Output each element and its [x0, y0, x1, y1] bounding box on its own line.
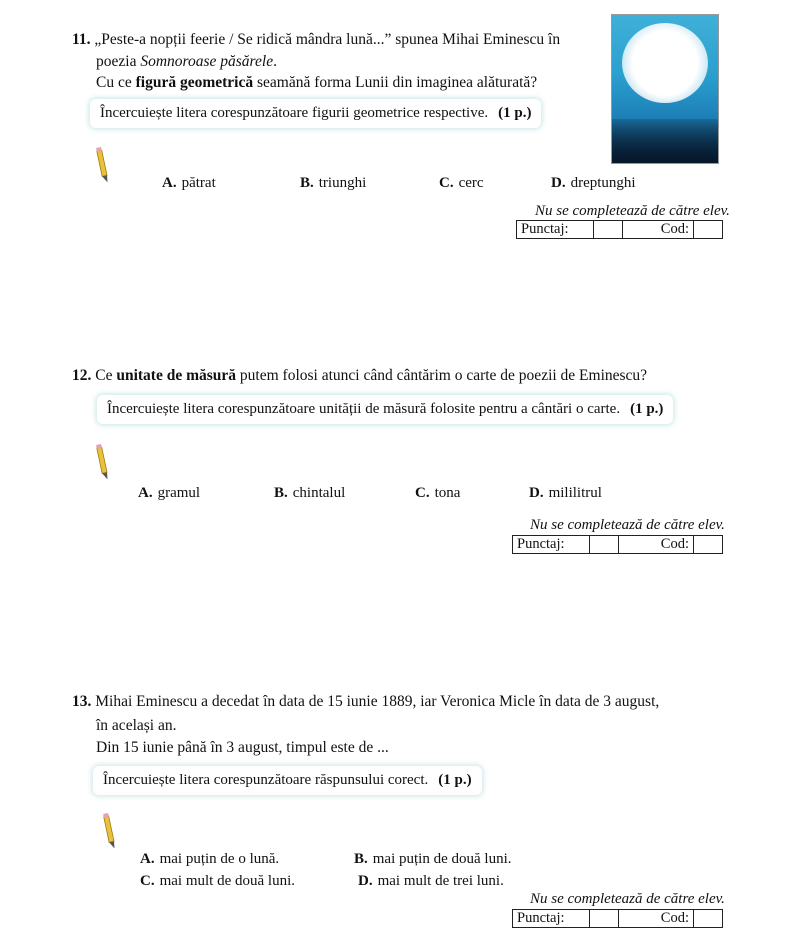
- q11-option-b-text: triunghi: [318, 175, 367, 191]
- q11-number: 11.: [72, 31, 91, 48]
- q12-score-note: Nu se completează de către elev.: [530, 517, 725, 533]
- q11-line3-a: Cu ce: [96, 74, 136, 91]
- q12-option-b-letter: B.: [274, 485, 288, 501]
- q11-option-a-text: pătrat: [181, 175, 216, 191]
- q12-number: 12.: [72, 367, 92, 384]
- q13-option-a[interactable]: [140, 851, 279, 868]
- q11-instruction-box: [90, 99, 541, 128]
- q11-poem-title: Somnoroase păsărele: [140, 53, 274, 70]
- q13-option-b-letter: B.: [354, 851, 368, 867]
- q13-line1: [72, 692, 659, 712]
- q11-option-c-letter: C.: [439, 175, 454, 191]
- q13-option-d-letter: D.: [358, 873, 373, 889]
- q13-option-b-text: mai puțin de două luni.: [372, 851, 512, 867]
- q11-line2-suffix: .: [273, 53, 277, 70]
- q12-option-d-letter: D.: [529, 485, 544, 501]
- q12-option-a-letter: A.: [138, 485, 153, 501]
- q11-score-note: Nu se completează de către elev.: [535, 203, 730, 219]
- q11-line3-bold: figură geometrică: [135, 74, 254, 91]
- q11-line2-prefix: poezia: [96, 53, 141, 70]
- q13-option-c-text: mai mult de două luni.: [159, 873, 295, 889]
- q13-cod-label: Cod:: [619, 910, 694, 928]
- q13-points: (1 p.): [438, 772, 472, 788]
- q12-option-a-text: gramul: [157, 485, 201, 501]
- q12-instruction: Încercuiește litera corespunzătoare unității de măsură folosite pentru a cântări o carte.: [107, 401, 621, 417]
- q11-option-a[interactable]: [162, 175, 216, 192]
- q13-cod-cell[interactable]: [694, 910, 723, 928]
- q11-option-b[interactable]: [300, 175, 366, 192]
- q13-number: 13.: [72, 693, 92, 710]
- q13-punctaj-label: Punctaj:: [513, 910, 590, 928]
- q12-line1: [72, 366, 647, 386]
- q11-cod-cell[interactable]: [694, 221, 723, 239]
- q11-punctaj-cell[interactable]: [594, 221, 623, 239]
- q13-option-c[interactable]: [140, 873, 295, 890]
- q12-option-d[interactable]: [529, 485, 602, 502]
- q11-points: (1 p.): [498, 105, 532, 121]
- q11-option-b-letter: B.: [300, 175, 314, 191]
- q12-punctaj-cell[interactable]: [590, 536, 619, 554]
- q11-option-a-letter: A.: [162, 175, 177, 191]
- q13-option-d-text: mai mult de trei luni.: [377, 873, 504, 889]
- q11-line2: [96, 52, 277, 72]
- q11-line3-b: seamănă forma Lunii din imaginea alăturată?: [253, 74, 538, 91]
- q12-line1-b: putem folosi atunci când cântărim o carte de poezii de Eminescu?: [236, 367, 648, 384]
- q12-option-c-letter: C.: [415, 485, 430, 501]
- q13-instruction-box: [93, 766, 482, 795]
- q13-option-d[interactable]: [358, 873, 504, 890]
- q12-cod-label: Cod:: [619, 536, 694, 554]
- q11-score-table: [516, 220, 723, 239]
- q12-option-b[interactable]: [274, 485, 345, 502]
- pencil-icon: [96, 146, 110, 186]
- q11-punctaj-label: Punctaj:: [517, 221, 594, 239]
- q11-instruction: Încercuiește litera corespunzătoare figurii geometrice respective.: [100, 105, 489, 121]
- q11-option-c-text: cerc: [458, 175, 484, 191]
- q11-option-d[interactable]: [551, 175, 636, 192]
- pencil-icon: [103, 812, 117, 852]
- q12-line1-a: Ce: [91, 367, 117, 384]
- q12-option-c-text: tona: [434, 485, 461, 501]
- q13-punctaj-cell[interactable]: [590, 910, 619, 928]
- q12-instruction-box: [97, 395, 673, 424]
- q13-line1-text: Mihai Eminescu a decedat în data de 15 iunie 1889, iar Veronica Micle în data de 3 august,: [91, 693, 660, 710]
- q12-option-d-text: mililitrul: [548, 485, 602, 501]
- q12-punctaj-label: Punctaj:: [513, 536, 590, 554]
- q11-text-1: „Peste-a nopții feerie / Se ridică mândra lună...” spunea Mihai Eminescu în: [94, 31, 561, 48]
- q13-option-a-letter: A.: [140, 851, 155, 867]
- q12-points: (1 p.): [630, 401, 664, 417]
- q13-score-table: [512, 909, 723, 928]
- moon-night-photo: [611, 14, 719, 164]
- q12-score-table: [512, 535, 723, 554]
- q11-option-c[interactable]: [439, 175, 484, 192]
- q11-line3: [96, 73, 537, 93]
- q13-line2: în același an.: [96, 717, 177, 734]
- q13-line3: Din 15 iunie până în 3 august, timpul este de ...: [96, 739, 389, 756]
- q13-option-c-letter: C.: [140, 873, 155, 889]
- q12-option-a[interactable]: [138, 485, 200, 502]
- q12-option-b-text: chintalul: [292, 485, 346, 501]
- pencil-icon: [96, 443, 110, 483]
- q11-cod-label: Cod:: [623, 221, 694, 239]
- q12-option-c[interactable]: [415, 485, 460, 502]
- q13-option-b[interactable]: [354, 851, 512, 868]
- q12-line1-bold: unitate de măsură: [116, 367, 237, 384]
- q11-option-d-letter: D.: [551, 175, 566, 191]
- q12-cod-cell[interactable]: [694, 536, 723, 554]
- q13-option-a-text: mai puțin de o lună.: [159, 851, 280, 867]
- q13-score-note: Nu se completează de către elev.: [530, 891, 725, 907]
- q11-option-d-text: dreptunghi: [570, 175, 636, 191]
- q13-instruction: Încercuiește litera corespunzătoare răspunsului corect.: [103, 772, 429, 788]
- q11-line1: [72, 30, 560, 50]
